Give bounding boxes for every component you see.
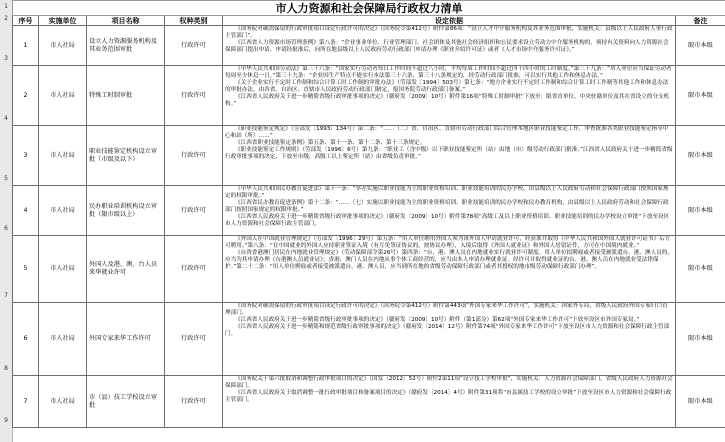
power-list-table [12,0,725,428]
item-name-cell[interactable]: 设立人力资源服务机构及其业务范围审批 [87,26,165,66]
note-cell[interactable]: 限市本级 [676,236,725,303]
table-row [13,126,725,186]
item-name-cell[interactable]: 职业技能鉴定机构设立审批（市级及以下） [87,126,165,186]
basis-cell[interactable] [223,303,676,376]
row-number[interactable]: 2 [4,15,8,22]
item-name-cell[interactable]: 外国专家来华工作许可 [87,303,165,376]
header-basis[interactable]: 设定依据 [223,16,676,26]
basis-cell[interactable] [223,126,676,186]
basis-cell[interactable] [223,26,676,66]
table-row [13,26,725,66]
table-row [13,236,725,303]
table-row [13,186,725,236]
header-unit[interactable]: 实施单位 [39,16,87,26]
row-number[interactable]: 6 [4,225,8,232]
row-number[interactable]: 5 [4,175,8,182]
unit-cell[interactable]: 市人社局 [39,66,87,126]
item-name-cell[interactable]: 市（县）技工学校设立审批 [87,376,165,428]
row-number[interactable]: 7 [4,292,8,299]
type-cell[interactable]: 行政许可 [165,66,223,126]
unit-cell[interactable]: 市人社局 [39,126,87,186]
basis-paragraph: 《江西省民办教育促进条例》第十二条：“……（七）实施以职业技能为主的职业资格培训、职业技能培训的民办学校和民办教育机构，由县级以上人民政府劳动和社会保障行政部门按照国家规定的权限审批。” [225,200,669,214]
unit-cell[interactable]: 市人社局 [39,26,87,66]
basis-paragraph: 《外国人在中国就业管理规定》（劳部发〔1996〕29号）第五条：“用人单位聘用外国人须为该外国人申请就业许可，经获准并取得《中华人民共和国外国人就业许可证书》后方可聘用。”第八条：“在中国就业的外国人应持职业签证入境（有互免签证协议的，按协议办理），入境后取得《外国人就业证》和外国人居留证件，方可在中国境内就业。” [225,236,671,250]
basis-paragraph: 《江西省职业技能鉴定条例》第五条、第十一条、第十二条、第十三条规定。 [235,140,426,147]
unit-cell[interactable]: 市人社局 [39,236,87,303]
basis-cell[interactable] [223,186,676,236]
header-name[interactable]: 项目名称 [87,16,165,26]
header-note[interactable]: 备注 [676,16,725,26]
row-number[interactable]: 1 [4,3,8,10]
header-seq[interactable]: 序号 [13,16,39,26]
row-number[interactable]: 3 [4,55,8,62]
seq-cell[interactable]: 7 [13,376,39,428]
basis-paragraph: 《江西省人民政府关于进一步精简省级行政审批事项的决定》（赣府发〔2009〕10号）附件（第1部分）第62项“外国专家来华工作许可”下放至设区市外国专家局。” [235,317,640,324]
row-number[interactable]: 4 [4,115,8,122]
type-cell[interactable]: 行政许可 [165,376,223,428]
basis-paragraph: 《中华人民共和国民办教育促进法》第十一条：“举办实施以职业技能为主的职业资格培训、职业技能培训的民办学校，由县级以上人民政府劳动和社会保障行政部门按照国家规定的权限审批。” [225,186,669,200]
seq-cell[interactable]: 2 [13,66,39,126]
basis-paragraph: 《台湾香港澳门居民在内地就业管理规定》（劳动保障部令第26号）第四条：“台、港、澳人员在内地就业实行就业许可制度。用人单位拟聘雇或者接受被派遣台、港、澳人员的，应当为其申请办理《台港澳人员就业证》；香港、澳门人员在内地从事个体工商经营的，应当由本人申请办理就业证。经许可并取得就业证的台、港、澳人员在内地就业受法律保护。”第二十二条：“用人单位聘雇或者接受被派遣台、港、澳人员，应当到所在地的省级劳动保障行政部门或者其授权的地市级劳动保障行政部门办理”。 [225,250,673,271]
basis-paragraph: 《职业技能鉴定规定》（劳部发〔1993〕134号）第二条：“……（二）省、自治区、直辖市劳动行政部门综合管理本地区职业技能鉴定工作，审查批准各类职业技能鉴定指导中心和站（所）……” [225,126,669,140]
unit-cell[interactable]: 市人社局 [39,303,87,376]
item-name-cell[interactable]: 民办职业培训机构设立审批（限市级以上） [87,186,165,236]
basis-paragraph: 《关于企业实行不定时工作制和综合计算工时工作制的审批办法》（劳部发〔1994〕503号）第七条：“地方企业实行不定时工作制和综合计算工时工作制等其他工作和休息办法的审批办法，由各省、自治区、直辖市人民政府劳动行政部门制定，报国务院劳动行政部门备案。” [225,80,669,94]
note-cell[interactable]: 限市本级 [676,376,725,428]
seq-cell[interactable]: 6 [13,303,39,376]
table-row [13,303,725,376]
header-row [13,16,725,26]
basis-cell[interactable] [223,66,676,126]
row-number[interactable]: 8 [4,365,8,372]
basis-cell[interactable] [223,376,676,428]
note-cell[interactable]: 限市本级 [676,126,725,186]
header-type[interactable]: 权种类别 [165,16,223,26]
basis-paragraph: 《国务院对确需保留的行政审批项目设定行政许可的决定》（国务院令第412号）附件第443项“外国专家来华工作许可”，实施机关：国家外专局，省级人民政府外国专家归口管理部门。 [225,303,668,317]
type-cell[interactable]: 行政许可 [165,26,223,66]
basis-paragraph: 《中华人民共和国劳动法》第三十六条：“国家实行劳动者每日工作时间不超过八小时，平均每周工作时间不超过四十四小时的工时制度。”第三十九条：“用人单位应当保证劳动者每周至少休息一日。”第三十九条：“企业因生产特点不能实行本法第三十六条、第三十八条规定的，经劳动行政部门批准，可以实行其他工作和休息办法。” [225,66,672,80]
basis-paragraph: 《职业技能鉴定工作规则》（劳部发〔1996〕6号）第九条：“职业工（含中级）以下职业技能鉴定所（站）由地（市）级劳动行政部门批准。”江西省人民政府关于进一步精简省级行政审批事项的决定，下放至市级，高级工以上鉴定所（站）由省级负责审批。” [225,147,673,161]
basis-paragraph: 《江西省人力资源市场管理条例》第八条：“企业事业单位、行业管理部门、社会团体及其他社会经济组织和公民要求设立劳动力中介服务机构的，须持有关资料向人力资源社会保障部门提出申请。申请经批准后，向所在地县级以上人民政府劳动行政部门申请办理《职业介绍许可证》或者《人才市场中介服务许可证》。” [225,40,669,54]
note-cell[interactable]: 限市本级 [676,303,725,376]
type-cell[interactable]: 行政许可 [165,236,223,303]
seq-cell[interactable]: 3 [13,126,39,186]
item-name-cell[interactable]: 特殊工时制审批 [87,66,165,126]
basis-paragraph: 《江西省人民政府关于进一步精简省级行政审批事项的决定》（赣府发〔2009〕10号）附件第78项“高级工及以上职业资格培训、职业技能培训的民办学校设立审批”下放至设区市人力资源和社会保障行政主管部门。 [225,214,670,228]
table-row [13,66,725,126]
basis-paragraph: 《国务院对确需保留的行政审批项目设定行政许可的决定》（国务院令第412号）附件第86项：“设立人才中介服务机构及其业务范围审批，实施机关：县级以上人民政府人事行政主管部门”。 [225,26,673,40]
basis-cell[interactable] [223,236,676,303]
note-cell[interactable]: 限市本级 [676,186,725,236]
seq-cell[interactable]: 5 [13,236,39,303]
type-cell[interactable]: 行政许可 [165,126,223,186]
note-cell[interactable]: 限市本级 [676,26,725,66]
sheet-title[interactable]: 市人力资源和社会保障局行政权力清单 [13,1,725,16]
row-number[interactable]: 9 [4,417,8,424]
seq-cell[interactable]: 4 [13,186,39,236]
unit-cell[interactable]: 市人社局 [39,376,87,428]
basis-paragraph: 《江西省人民政府关于取消调整一批行政审批项目和备案项目的决定》（赣府发〔2014〕4号）附件第31项将“市县属技工学校的设立审批”下放至设区市人力资源和社会保障行政主管部门。 [225,390,672,404]
basis-paragraph: 《江西省人民政府关于进一步精简和规范省级行政审批事项的决定》（赣府发〔2014〕12号）附件第74项“外国专家来华工作许可”下放至设区市人力资源和社会保障行政主管部门。 [225,324,670,338]
unit-cell[interactable]: 市人社局 [39,186,87,236]
basis-paragraph: 《国务院关于第六批取消和调整行政审批项目的决定》（国发〔2012〕52号）附件2第11项“设立技工学校审批”，实施机关：人力资源社会保障部门，省级人民政府人力资源社会保障部门。 [225,376,673,390]
type-cell[interactable]: 行政许可 [165,303,223,376]
basis-paragraph: 《江西省人民政府关于进一步精简省级行政审批事项的决定》（赣府发〔2009〕10号）附件第16项“特殊工时制审批”下放至：限省直单位、中央驻赣单位及其在省设立的分支机构。” [225,94,670,108]
seq-cell[interactable]: 1 [13,26,39,66]
note-cell[interactable]: 限市本级 [676,66,725,126]
item-name-cell[interactable]: 外国人及港、澳、台人员来华就业许可 [87,236,165,303]
table-row [13,376,725,428]
type-cell[interactable]: 行政许可 [165,186,223,236]
